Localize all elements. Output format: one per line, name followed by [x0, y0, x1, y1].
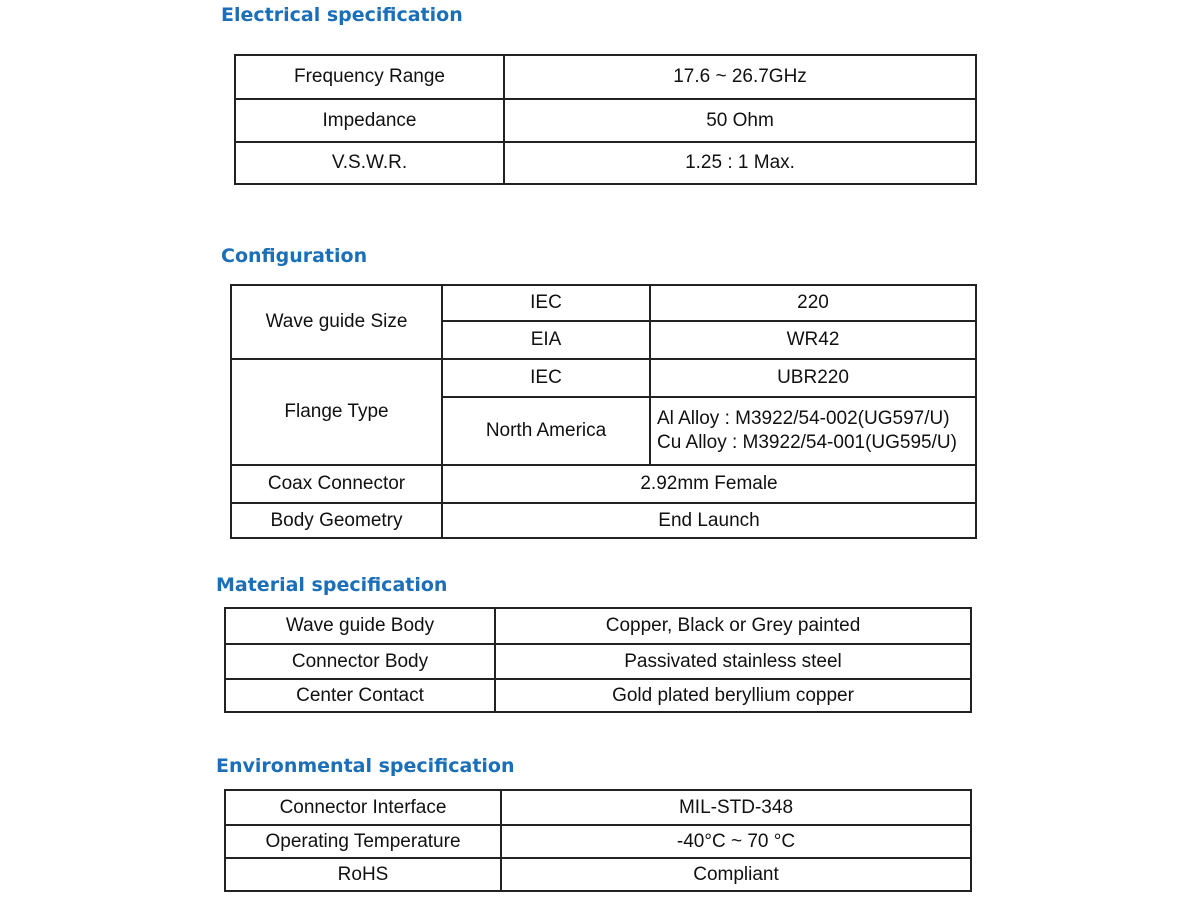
spec-label: Connector Interface [225, 790, 501, 825]
coax-connector-value: 2.92mm Female [442, 465, 976, 503]
electrical-spec-table [234, 54, 977, 185]
configuration-title: Configuration [221, 245, 368, 267]
coax-connector-label: Coax Connector [231, 465, 442, 503]
waveguide-eia-label: EIA [442, 321, 650, 359]
flange-na-value-line1: Al Alloy : M3922/54-002(UG597/U) [657, 408, 950, 429]
spec-label: Operating Temperature [225, 825, 501, 858]
spec-value: 17.6 ~ 26.7GHz [504, 55, 976, 99]
environmental-spec-table [224, 789, 972, 892]
table-row [225, 644, 971, 679]
spec-value: 50 Ohm [504, 99, 976, 142]
spec-value: Gold plated beryllium copper [495, 679, 971, 712]
flange-na-value-line2: Cu Alloy : M3922/54-001(UG595/U) [657, 432, 957, 453]
spec-label: Wave guide Body [225, 608, 495, 644]
spec-label: Impedance [235, 99, 504, 142]
flange-type-label: Flange Type [231, 359, 442, 465]
spec-label: RoHS [225, 858, 501, 891]
waveguide-iec-label: IEC [442, 285, 650, 321]
electrical-spec-title: Electrical specification [221, 4, 463, 26]
table-row [231, 465, 976, 503]
configuration-table [230, 284, 977, 539]
spec-value: 1.25 : 1 Max. [504, 142, 976, 184]
table-row [235, 55, 976, 99]
table-row [231, 503, 976, 538]
spec-value: Compliant [501, 858, 971, 891]
flange-na-label: North America [442, 397, 650, 465]
body-geometry-value: End Launch [442, 503, 976, 538]
flange-iec-label: IEC [442, 359, 650, 397]
spec-value: Passivated stainless steel [495, 644, 971, 679]
table-row [225, 825, 971, 858]
spec-value: Copper, Black or Grey painted [495, 608, 971, 644]
flange-na-value [650, 397, 976, 465]
spec-label: V.S.W.R. [235, 142, 504, 184]
table-row [231, 359, 976, 397]
spec-label: Frequency Range [235, 55, 504, 99]
waveguide-eia-value: WR42 [650, 321, 976, 359]
table-row [235, 142, 976, 184]
spec-label: Center Contact [225, 679, 495, 712]
waveguide-size-label: Wave guide Size [231, 285, 442, 359]
table-row [231, 285, 976, 321]
flange-iec-value: UBR220 [650, 359, 976, 397]
table-row [225, 679, 971, 712]
spec-label: Connector Body [225, 644, 495, 679]
table-row [225, 608, 971, 644]
table-row [225, 790, 971, 825]
spec-value: -40°C ~ 70 °C [501, 825, 971, 858]
waveguide-iec-value: 220 [650, 285, 976, 321]
table-row [225, 858, 971, 891]
body-geometry-label: Body Geometry [231, 503, 442, 538]
spec-value: MIL-STD-348 [501, 790, 971, 825]
table-row [235, 99, 976, 142]
material-spec-title: Material specification [216, 574, 448, 596]
material-spec-table [224, 607, 972, 713]
environmental-spec-title: Environmental specification [216, 755, 515, 777]
